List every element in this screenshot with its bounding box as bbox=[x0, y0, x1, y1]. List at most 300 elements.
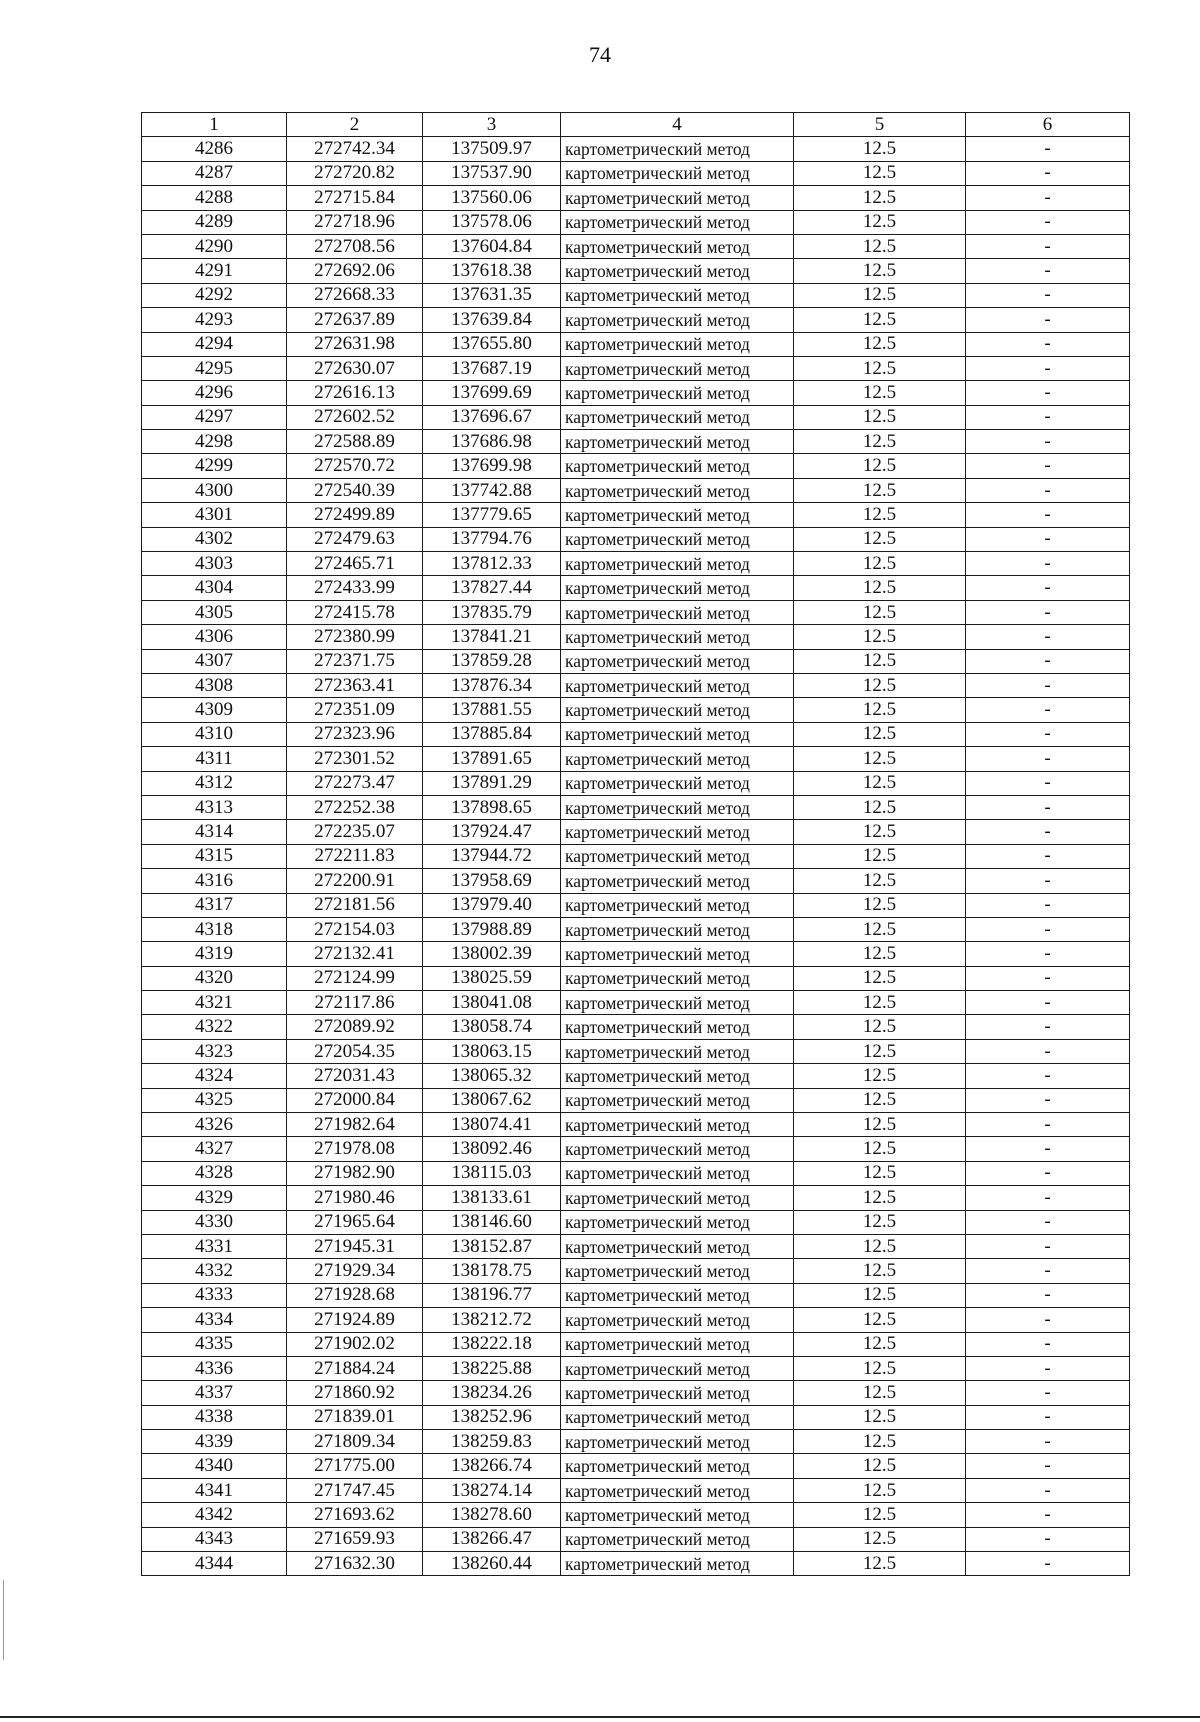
note-cell: - bbox=[966, 1161, 1130, 1185]
y-coordinate-cell: 138002.39 bbox=[423, 942, 561, 966]
table-row bbox=[142, 625, 1130, 649]
note-cell: - bbox=[966, 917, 1130, 941]
note-cell: - bbox=[966, 137, 1130, 161]
accuracy-cell: 12.5 bbox=[794, 381, 966, 405]
method-cell: картометрический метод bbox=[561, 942, 794, 966]
table-row bbox=[142, 869, 1130, 893]
column-header: 1 bbox=[142, 113, 287, 137]
method-cell: картометрический метод bbox=[561, 1259, 794, 1283]
y-coordinate-cell: 137639.84 bbox=[423, 308, 561, 332]
x-coordinate-cell: 271902.02 bbox=[287, 1332, 423, 1356]
note-cell: - bbox=[966, 600, 1130, 624]
accuracy-cell: 12.5 bbox=[794, 478, 966, 502]
accuracy-cell: 12.5 bbox=[794, 1478, 966, 1502]
method-cell: картометрический метод bbox=[561, 1064, 794, 1088]
y-coordinate-cell: 137699.98 bbox=[423, 454, 561, 478]
point-number-cell: 4335 bbox=[142, 1332, 287, 1356]
y-coordinate-cell: 138278.60 bbox=[423, 1503, 561, 1527]
note-cell: - bbox=[966, 186, 1130, 210]
y-coordinate-cell: 137988.89 bbox=[423, 917, 561, 941]
method-cell: картометрический метод bbox=[561, 405, 794, 429]
table-row bbox=[142, 1259, 1130, 1283]
x-coordinate-cell: 272211.83 bbox=[287, 844, 423, 868]
point-number-cell: 4323 bbox=[142, 1039, 287, 1063]
y-coordinate-cell: 137891.29 bbox=[423, 771, 561, 795]
x-coordinate-cell: 271775.00 bbox=[287, 1454, 423, 1478]
y-coordinate-cell: 137898.65 bbox=[423, 795, 561, 819]
point-number-cell: 4324 bbox=[142, 1064, 287, 1088]
x-coordinate-cell: 271693.62 bbox=[287, 1503, 423, 1527]
x-coordinate-cell: 271945.31 bbox=[287, 1234, 423, 1258]
y-coordinate-cell: 137859.28 bbox=[423, 649, 561, 673]
table-row bbox=[142, 503, 1130, 527]
accuracy-cell: 12.5 bbox=[794, 1356, 966, 1380]
accuracy-cell: 12.5 bbox=[794, 454, 966, 478]
table-row bbox=[142, 844, 1130, 868]
x-coordinate-cell: 272380.99 bbox=[287, 625, 423, 649]
table-row bbox=[142, 1381, 1130, 1405]
note-cell: - bbox=[966, 1478, 1130, 1502]
accuracy-cell: 12.5 bbox=[794, 673, 966, 697]
note-cell: - bbox=[966, 942, 1130, 966]
table-row bbox=[142, 210, 1130, 234]
point-number-cell: 4338 bbox=[142, 1405, 287, 1429]
method-cell: картометрический метод bbox=[561, 1430, 794, 1454]
point-number-cell: 4320 bbox=[142, 966, 287, 990]
y-coordinate-cell: 138146.60 bbox=[423, 1210, 561, 1234]
x-coordinate-cell: 272323.96 bbox=[287, 722, 423, 746]
point-number-cell: 4339 bbox=[142, 1430, 287, 1454]
table-row bbox=[142, 1113, 1130, 1137]
y-coordinate-cell: 137979.40 bbox=[423, 893, 561, 917]
point-number-cell: 4340 bbox=[142, 1454, 287, 1478]
point-number-cell: 4292 bbox=[142, 283, 287, 307]
point-number-cell: 4311 bbox=[142, 747, 287, 771]
y-coordinate-cell: 138063.15 bbox=[423, 1039, 561, 1063]
accuracy-cell: 12.5 bbox=[794, 722, 966, 746]
table-row bbox=[142, 1552, 1130, 1576]
table-row bbox=[142, 1064, 1130, 1088]
accuracy-cell: 12.5 bbox=[794, 161, 966, 185]
method-cell: картометрический метод bbox=[561, 795, 794, 819]
table-row bbox=[142, 405, 1130, 429]
x-coordinate-cell: 271860.92 bbox=[287, 1381, 423, 1405]
note-cell: - bbox=[966, 332, 1130, 356]
table-row bbox=[142, 991, 1130, 1015]
y-coordinate-cell: 138212.72 bbox=[423, 1308, 561, 1332]
accuracy-cell: 12.5 bbox=[794, 1064, 966, 1088]
accuracy-cell: 12.5 bbox=[794, 600, 966, 624]
note-cell: - bbox=[966, 1015, 1130, 1039]
x-coordinate-cell: 272715.84 bbox=[287, 186, 423, 210]
y-coordinate-cell: 137958.69 bbox=[423, 869, 561, 893]
accuracy-cell: 12.5 bbox=[794, 1186, 966, 1210]
accuracy-cell: 12.5 bbox=[794, 820, 966, 844]
table-row bbox=[142, 1454, 1130, 1478]
table-body bbox=[142, 137, 1130, 1576]
point-number-cell: 4294 bbox=[142, 332, 287, 356]
x-coordinate-cell: 272479.63 bbox=[287, 527, 423, 551]
note-cell: - bbox=[966, 893, 1130, 917]
point-number-cell: 4315 bbox=[142, 844, 287, 868]
accuracy-cell: 12.5 bbox=[794, 503, 966, 527]
y-coordinate-cell: 137604.84 bbox=[423, 234, 561, 258]
point-number-cell: 4312 bbox=[142, 771, 287, 795]
method-cell: картометрический метод bbox=[561, 356, 794, 380]
table-row bbox=[142, 649, 1130, 673]
y-coordinate-cell: 137924.47 bbox=[423, 820, 561, 844]
accuracy-cell: 12.5 bbox=[794, 795, 966, 819]
method-cell: картометрический метод bbox=[561, 1527, 794, 1551]
y-coordinate-cell: 138225.88 bbox=[423, 1356, 561, 1380]
x-coordinate-cell: 272602.52 bbox=[287, 405, 423, 429]
point-number-cell: 4290 bbox=[142, 234, 287, 258]
table-row bbox=[142, 673, 1130, 697]
point-number-cell: 4305 bbox=[142, 600, 287, 624]
note-cell: - bbox=[966, 1552, 1130, 1576]
point-number-cell: 4337 bbox=[142, 1381, 287, 1405]
note-cell: - bbox=[966, 747, 1130, 771]
accuracy-cell: 12.5 bbox=[794, 527, 966, 551]
x-coordinate-cell: 272616.13 bbox=[287, 381, 423, 405]
table-row bbox=[142, 698, 1130, 722]
x-coordinate-cell: 272631.98 bbox=[287, 332, 423, 356]
table-row bbox=[142, 1478, 1130, 1502]
point-number-cell: 4291 bbox=[142, 259, 287, 283]
method-cell: картометрический метод bbox=[561, 1137, 794, 1161]
accuracy-cell: 12.5 bbox=[794, 308, 966, 332]
point-number-cell: 4295 bbox=[142, 356, 287, 380]
table-row bbox=[142, 552, 1130, 576]
accuracy-cell: 12.5 bbox=[794, 405, 966, 429]
method-cell: картометрический метод bbox=[561, 1210, 794, 1234]
method-cell: картометрический метод bbox=[561, 698, 794, 722]
method-cell: картометрический метод bbox=[561, 381, 794, 405]
point-number-cell: 4308 bbox=[142, 673, 287, 697]
y-coordinate-cell: 137560.06 bbox=[423, 186, 561, 210]
accuracy-cell: 12.5 bbox=[794, 747, 966, 771]
point-number-cell: 4314 bbox=[142, 820, 287, 844]
method-cell: картометрический метод bbox=[561, 600, 794, 624]
point-number-cell: 4344 bbox=[142, 1552, 287, 1576]
y-coordinate-cell: 137618.38 bbox=[423, 259, 561, 283]
y-coordinate-cell: 137537.90 bbox=[423, 161, 561, 185]
note-cell: - bbox=[966, 234, 1130, 258]
method-cell: картометрический метод bbox=[561, 1503, 794, 1527]
table-row bbox=[142, 186, 1130, 210]
note-cell: - bbox=[966, 722, 1130, 746]
table-header-row bbox=[142, 113, 1130, 137]
table-row bbox=[142, 478, 1130, 502]
table-row bbox=[142, 942, 1130, 966]
y-coordinate-cell: 137578.06 bbox=[423, 210, 561, 234]
note-cell: - bbox=[966, 430, 1130, 454]
x-coordinate-cell: 271980.46 bbox=[287, 1186, 423, 1210]
point-number-cell: 4304 bbox=[142, 576, 287, 600]
note-cell: - bbox=[966, 503, 1130, 527]
accuracy-cell: 12.5 bbox=[794, 991, 966, 1015]
method-cell: картометрический метод bbox=[561, 210, 794, 234]
y-coordinate-cell: 138274.14 bbox=[423, 1478, 561, 1502]
y-coordinate-cell: 138234.26 bbox=[423, 1381, 561, 1405]
point-number-cell: 4289 bbox=[142, 210, 287, 234]
x-coordinate-cell: 272499.89 bbox=[287, 503, 423, 527]
accuracy-cell: 12.5 bbox=[794, 1161, 966, 1185]
table-row bbox=[142, 600, 1130, 624]
table-row bbox=[142, 966, 1130, 990]
note-cell: - bbox=[966, 795, 1130, 819]
accuracy-cell: 12.5 bbox=[794, 552, 966, 576]
method-cell: картометрический метод bbox=[561, 1234, 794, 1258]
accuracy-cell: 12.5 bbox=[794, 137, 966, 161]
accuracy-cell: 12.5 bbox=[794, 1308, 966, 1332]
accuracy-cell: 12.5 bbox=[794, 1503, 966, 1527]
accuracy-cell: 12.5 bbox=[794, 1137, 966, 1161]
x-coordinate-cell: 272668.33 bbox=[287, 283, 423, 307]
accuracy-cell: 12.5 bbox=[794, 1039, 966, 1063]
table-row bbox=[142, 1308, 1130, 1332]
note-cell: - bbox=[966, 1113, 1130, 1137]
point-number-cell: 4318 bbox=[142, 917, 287, 941]
table-row bbox=[142, 430, 1130, 454]
note-cell: - bbox=[966, 576, 1130, 600]
table-row bbox=[142, 1234, 1130, 1258]
note-cell: - bbox=[966, 1186, 1130, 1210]
x-coordinate-cell: 272031.43 bbox=[287, 1064, 423, 1088]
x-coordinate-cell: 271929.34 bbox=[287, 1259, 423, 1283]
method-cell: картометрический метод bbox=[561, 869, 794, 893]
accuracy-cell: 12.5 bbox=[794, 332, 966, 356]
column-header: 3 bbox=[423, 113, 561, 137]
note-cell: - bbox=[966, 1308, 1130, 1332]
method-cell: картометрический метод bbox=[561, 747, 794, 771]
note-cell: - bbox=[966, 698, 1130, 722]
note-cell: - bbox=[966, 308, 1130, 332]
point-number-cell: 4322 bbox=[142, 1015, 287, 1039]
method-cell: картометрический метод bbox=[561, 576, 794, 600]
point-number-cell: 4313 bbox=[142, 795, 287, 819]
accuracy-cell: 12.5 bbox=[794, 1015, 966, 1039]
point-number-cell: 4342 bbox=[142, 1503, 287, 1527]
note-cell: - bbox=[966, 454, 1130, 478]
point-number-cell: 4310 bbox=[142, 722, 287, 746]
x-coordinate-cell: 272363.41 bbox=[287, 673, 423, 697]
accuracy-cell: 12.5 bbox=[794, 1430, 966, 1454]
table-row bbox=[142, 771, 1130, 795]
table-row bbox=[142, 332, 1130, 356]
y-coordinate-cell: 138058.74 bbox=[423, 1015, 561, 1039]
x-coordinate-cell: 271884.24 bbox=[287, 1356, 423, 1380]
x-coordinate-cell: 272089.92 bbox=[287, 1015, 423, 1039]
point-number-cell: 4330 bbox=[142, 1210, 287, 1234]
y-coordinate-cell: 138067.62 bbox=[423, 1088, 561, 1112]
method-cell: картометрический метод bbox=[561, 1381, 794, 1405]
method-cell: картометрический метод bbox=[561, 991, 794, 1015]
note-cell: - bbox=[966, 1210, 1130, 1234]
method-cell: картометрический метод bbox=[561, 1552, 794, 1576]
note-cell: - bbox=[966, 844, 1130, 868]
method-cell: картометрический метод bbox=[561, 259, 794, 283]
x-coordinate-cell: 272371.75 bbox=[287, 649, 423, 673]
method-cell: картометрический метод bbox=[561, 1088, 794, 1112]
point-number-cell: 4301 bbox=[142, 503, 287, 527]
accuracy-cell: 12.5 bbox=[794, 1405, 966, 1429]
table-row bbox=[142, 722, 1130, 746]
point-number-cell: 4333 bbox=[142, 1283, 287, 1307]
accuracy-cell: 12.5 bbox=[794, 1210, 966, 1234]
y-coordinate-cell: 138133.61 bbox=[423, 1186, 561, 1210]
note-cell: - bbox=[966, 1356, 1130, 1380]
y-coordinate-cell: 137509.97 bbox=[423, 137, 561, 161]
note-cell: - bbox=[966, 1332, 1130, 1356]
x-coordinate-cell: 272000.84 bbox=[287, 1088, 423, 1112]
table-row bbox=[142, 1161, 1130, 1185]
note-cell: - bbox=[966, 259, 1130, 283]
point-number-cell: 4328 bbox=[142, 1161, 287, 1185]
table-row bbox=[142, 1015, 1130, 1039]
column-header: 4 bbox=[561, 113, 794, 137]
point-number-cell: 4341 bbox=[142, 1478, 287, 1502]
accuracy-cell: 12.5 bbox=[794, 186, 966, 210]
y-coordinate-cell: 137742.88 bbox=[423, 478, 561, 502]
note-cell: - bbox=[966, 1088, 1130, 1112]
accuracy-cell: 12.5 bbox=[794, 1234, 966, 1258]
accuracy-cell: 12.5 bbox=[794, 259, 966, 283]
y-coordinate-cell: 138266.47 bbox=[423, 1527, 561, 1551]
y-coordinate-cell: 138115.03 bbox=[423, 1161, 561, 1185]
x-coordinate-cell: 272235.07 bbox=[287, 820, 423, 844]
note-cell: - bbox=[966, 1283, 1130, 1307]
method-cell: картометрический метод bbox=[561, 1161, 794, 1185]
method-cell: картометрический метод bbox=[561, 771, 794, 795]
note-cell: - bbox=[966, 869, 1130, 893]
table-row bbox=[142, 917, 1130, 941]
table-row bbox=[142, 1283, 1130, 1307]
point-number-cell: 4306 bbox=[142, 625, 287, 649]
x-coordinate-cell: 272132.41 bbox=[287, 942, 423, 966]
point-number-cell: 4343 bbox=[142, 1527, 287, 1551]
accuracy-cell: 12.5 bbox=[794, 356, 966, 380]
accuracy-cell: 12.5 bbox=[794, 1527, 966, 1551]
y-coordinate-cell: 137655.80 bbox=[423, 332, 561, 356]
point-number-cell: 4303 bbox=[142, 552, 287, 576]
y-coordinate-cell: 138266.74 bbox=[423, 1454, 561, 1478]
point-number-cell: 4329 bbox=[142, 1186, 287, 1210]
accuracy-cell: 12.5 bbox=[794, 1332, 966, 1356]
accuracy-cell: 12.5 bbox=[794, 966, 966, 990]
accuracy-cell: 12.5 bbox=[794, 234, 966, 258]
y-coordinate-cell: 138074.41 bbox=[423, 1113, 561, 1137]
y-coordinate-cell: 137794.76 bbox=[423, 527, 561, 551]
point-number-cell: 4286 bbox=[142, 137, 287, 161]
table-row bbox=[142, 1332, 1130, 1356]
point-number-cell: 4298 bbox=[142, 430, 287, 454]
note-cell: - bbox=[966, 991, 1130, 1015]
note-cell: - bbox=[966, 771, 1130, 795]
accuracy-cell: 12.5 bbox=[794, 917, 966, 941]
x-coordinate-cell: 272588.89 bbox=[287, 430, 423, 454]
column-header: 6 bbox=[966, 113, 1130, 137]
method-cell: картометрический метод bbox=[561, 137, 794, 161]
note-cell: - bbox=[966, 381, 1130, 405]
x-coordinate-cell: 272117.86 bbox=[287, 991, 423, 1015]
accuracy-cell: 12.5 bbox=[794, 1259, 966, 1283]
table-row bbox=[142, 1039, 1130, 1063]
table-row bbox=[142, 1186, 1130, 1210]
x-coordinate-cell: 272720.82 bbox=[287, 161, 423, 185]
method-cell: картометрический метод bbox=[561, 966, 794, 990]
accuracy-cell: 12.5 bbox=[794, 1113, 966, 1137]
point-number-cell: 4300 bbox=[142, 478, 287, 502]
note-cell: - bbox=[966, 161, 1130, 185]
table-row bbox=[142, 161, 1130, 185]
point-number-cell: 4302 bbox=[142, 527, 287, 551]
note-cell: - bbox=[966, 1039, 1130, 1063]
y-coordinate-cell: 138260.44 bbox=[423, 1552, 561, 1576]
note-cell: - bbox=[966, 1137, 1130, 1161]
table-row bbox=[142, 1503, 1130, 1527]
method-cell: картометрический метод bbox=[561, 1308, 794, 1332]
note-cell: - bbox=[966, 625, 1130, 649]
method-cell: картометрический метод bbox=[561, 234, 794, 258]
note-cell: - bbox=[966, 283, 1130, 307]
note-cell: - bbox=[966, 478, 1130, 502]
point-number-cell: 4331 bbox=[142, 1234, 287, 1258]
point-number-cell: 4319 bbox=[142, 942, 287, 966]
y-coordinate-cell: 138092.46 bbox=[423, 1137, 561, 1161]
note-cell: - bbox=[966, 649, 1130, 673]
y-coordinate-cell: 137686.98 bbox=[423, 430, 561, 454]
x-coordinate-cell: 272154.03 bbox=[287, 917, 423, 941]
accuracy-cell: 12.5 bbox=[794, 869, 966, 893]
note-cell: - bbox=[966, 527, 1130, 551]
method-cell: картометрический метод bbox=[561, 673, 794, 697]
x-coordinate-cell: 272415.78 bbox=[287, 600, 423, 624]
y-coordinate-cell: 137631.35 bbox=[423, 283, 561, 307]
page-number: 74 bbox=[589, 42, 611, 67]
table-row bbox=[142, 234, 1130, 258]
x-coordinate-cell: 272540.39 bbox=[287, 478, 423, 502]
method-cell: картометрический метод bbox=[561, 161, 794, 185]
y-coordinate-cell: 138222.18 bbox=[423, 1332, 561, 1356]
method-cell: картометрический метод bbox=[561, 1454, 794, 1478]
note-cell: - bbox=[966, 1234, 1130, 1258]
method-cell: картометрический метод bbox=[561, 430, 794, 454]
point-number-cell: 4296 bbox=[142, 381, 287, 405]
method-cell: картометрический метод bbox=[561, 1356, 794, 1380]
column-header: 2 bbox=[287, 113, 423, 137]
y-coordinate-cell: 137891.65 bbox=[423, 747, 561, 771]
y-coordinate-cell: 137944.72 bbox=[423, 844, 561, 868]
column-header: 5 bbox=[794, 113, 966, 137]
method-cell: картометрический метод bbox=[561, 454, 794, 478]
accuracy-cell: 12.5 bbox=[794, 893, 966, 917]
method-cell: картометрический метод bbox=[561, 1332, 794, 1356]
point-number-cell: 4293 bbox=[142, 308, 287, 332]
x-coordinate-cell: 271978.08 bbox=[287, 1137, 423, 1161]
y-coordinate-cell: 137779.65 bbox=[423, 503, 561, 527]
method-cell: картометрический метод bbox=[561, 893, 794, 917]
x-coordinate-cell: 272301.52 bbox=[287, 747, 423, 771]
method-cell: картометрический метод bbox=[561, 844, 794, 868]
y-coordinate-cell: 138041.08 bbox=[423, 991, 561, 1015]
point-number-cell: 4317 bbox=[142, 893, 287, 917]
accuracy-cell: 12.5 bbox=[794, 1454, 966, 1478]
table-row bbox=[142, 1405, 1130, 1429]
x-coordinate-cell: 272054.35 bbox=[287, 1039, 423, 1063]
accuracy-cell: 12.5 bbox=[794, 1088, 966, 1112]
x-coordinate-cell: 272200.91 bbox=[287, 869, 423, 893]
